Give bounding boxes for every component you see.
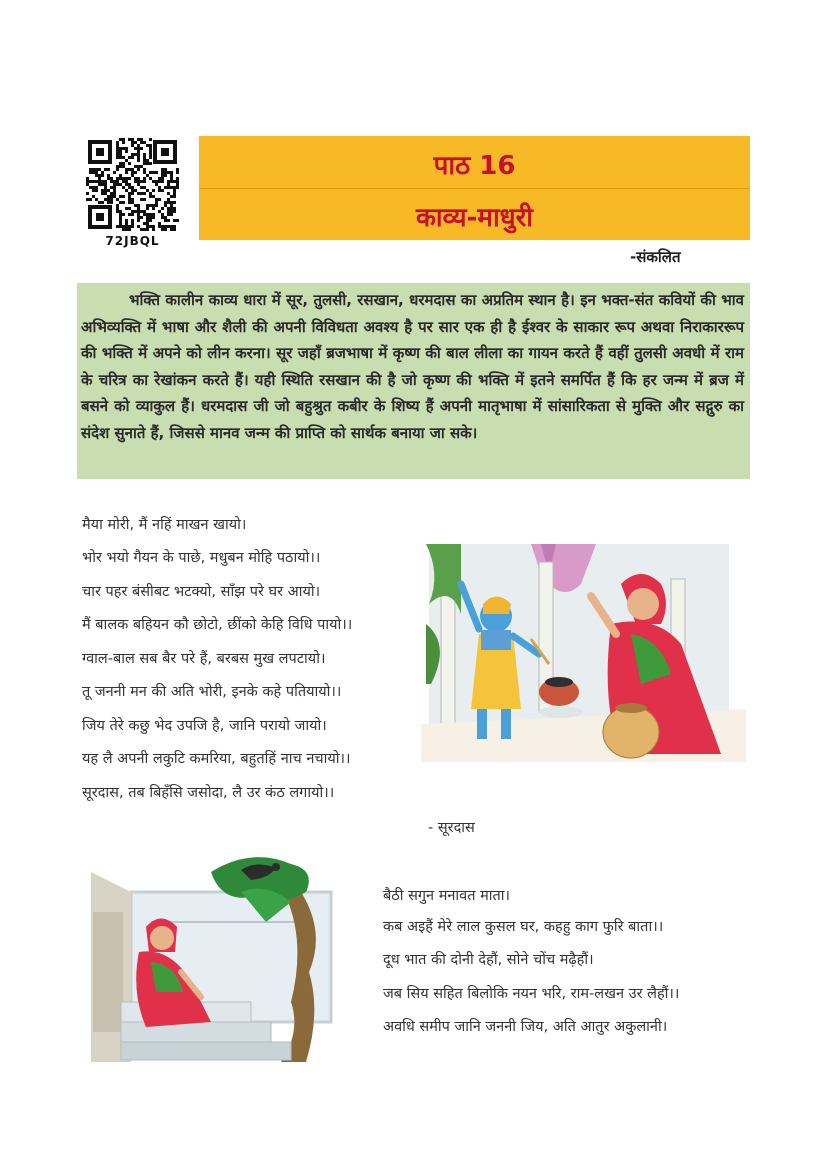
poem-line: मैं बालक बहियन कौ छोटो, छींको केहि विधि पायो।। xyxy=(82,617,353,633)
poem-line: जब सिय सहित बिलोकि नयन भरि, राम-लखन उर लैहौं।। xyxy=(383,986,680,1002)
compiled-credit: -संकलित xyxy=(630,248,681,266)
title-banner xyxy=(199,136,750,240)
qr-code-text: 72JBQL xyxy=(105,234,160,248)
qr-code-icon xyxy=(86,138,179,231)
qr-code-block xyxy=(80,134,185,251)
poem-line: दूध भात की दोनी देहौं, सोने चोंच मढ़ैहौं। xyxy=(383,952,594,968)
mother-waiting-illustration xyxy=(91,852,341,1062)
yashoda-krishna-illustration xyxy=(421,544,746,762)
lesson-title: काव्य-माधुरी xyxy=(415,203,534,233)
poem-line: मैया मोरी, मैं नहिं माखन खायो। xyxy=(82,517,247,533)
poem-line: सूरदास, तब बिहँसि जसोदा, लै उर कंठ लगायो।। xyxy=(82,785,335,801)
poem-line: भोर भयो गैयन के पाछे, मधुबन मोहि पठायो।। xyxy=(82,550,321,566)
poem-line: चार पहर बंसीबट भटक्यो, साँझ परे घर आयो। xyxy=(82,584,321,600)
poem-line: बैठी सगुन मनावत माता। xyxy=(383,888,511,904)
poem-author-surdas: - सूरदास xyxy=(428,820,475,836)
poem-line: तू जननी मन की अति भोरी, इनके कहे पतियायो।। xyxy=(82,684,342,700)
title-divider xyxy=(199,188,750,189)
poem-line: कब अइहैं मेरे लाल कुसल घर, कहहु काग फुरि बाता।। xyxy=(383,919,664,935)
poem-line: ग्वाल-बाल सब बैर परे हैं, बरबस मुख लपटायो। xyxy=(82,651,326,667)
poem-line: अवधि समीप जानि जननी जिय, अति आतुर अकुलानी। xyxy=(383,1019,668,1035)
poem-line: यह लै अपनी लकुटि कमरिया, बहुतहिं नाच नचायो।। xyxy=(82,751,351,767)
poem-line: जिय तेरे कछु भेद उपजि है, जानि परायो जायो। xyxy=(82,718,327,734)
intro-box xyxy=(77,283,750,479)
lesson-number: पाठ 16 xyxy=(433,151,516,181)
intro-paragraph: भक्ति कालीन काव्य धारा में सूर, तुलसी, रसखान, धरमदास का अप्रतिम स्थान है। इन भक्त-संत कवियों की भाव अभिव्यक्ति में भाषा और शैली की अपनी विविधता अवश्य है पर सार एक ही है ईश्वर के साकार रूप अथवा निराकाररूप की भक्ति में अपने को लीन करना। सूर जहाँ ब्रजभाषा में कृष्ण की बाल लीला का गायन करते हैं वहीं तुलसी अवधी में राम के चरित्र का रेखांकन करते हैं। यही स्थिति रसखान की है जो कृष्ण की भक्ति में इतने समर्पित हैं कि हर जन्म में ब्रज में बसने को व्याकुल हैं। धरमदास जी जो बहुश्रुत कबीर के शिष्य हैं अपनी मातृभाषा में सांसारिकता से मुक्ति और सद्गुरु का संदेश सुनाते हैं, जिससे मानव जन्म की प्राप्ति को सार्थक बनाया जा सके। xyxy=(81,291,745,442)
